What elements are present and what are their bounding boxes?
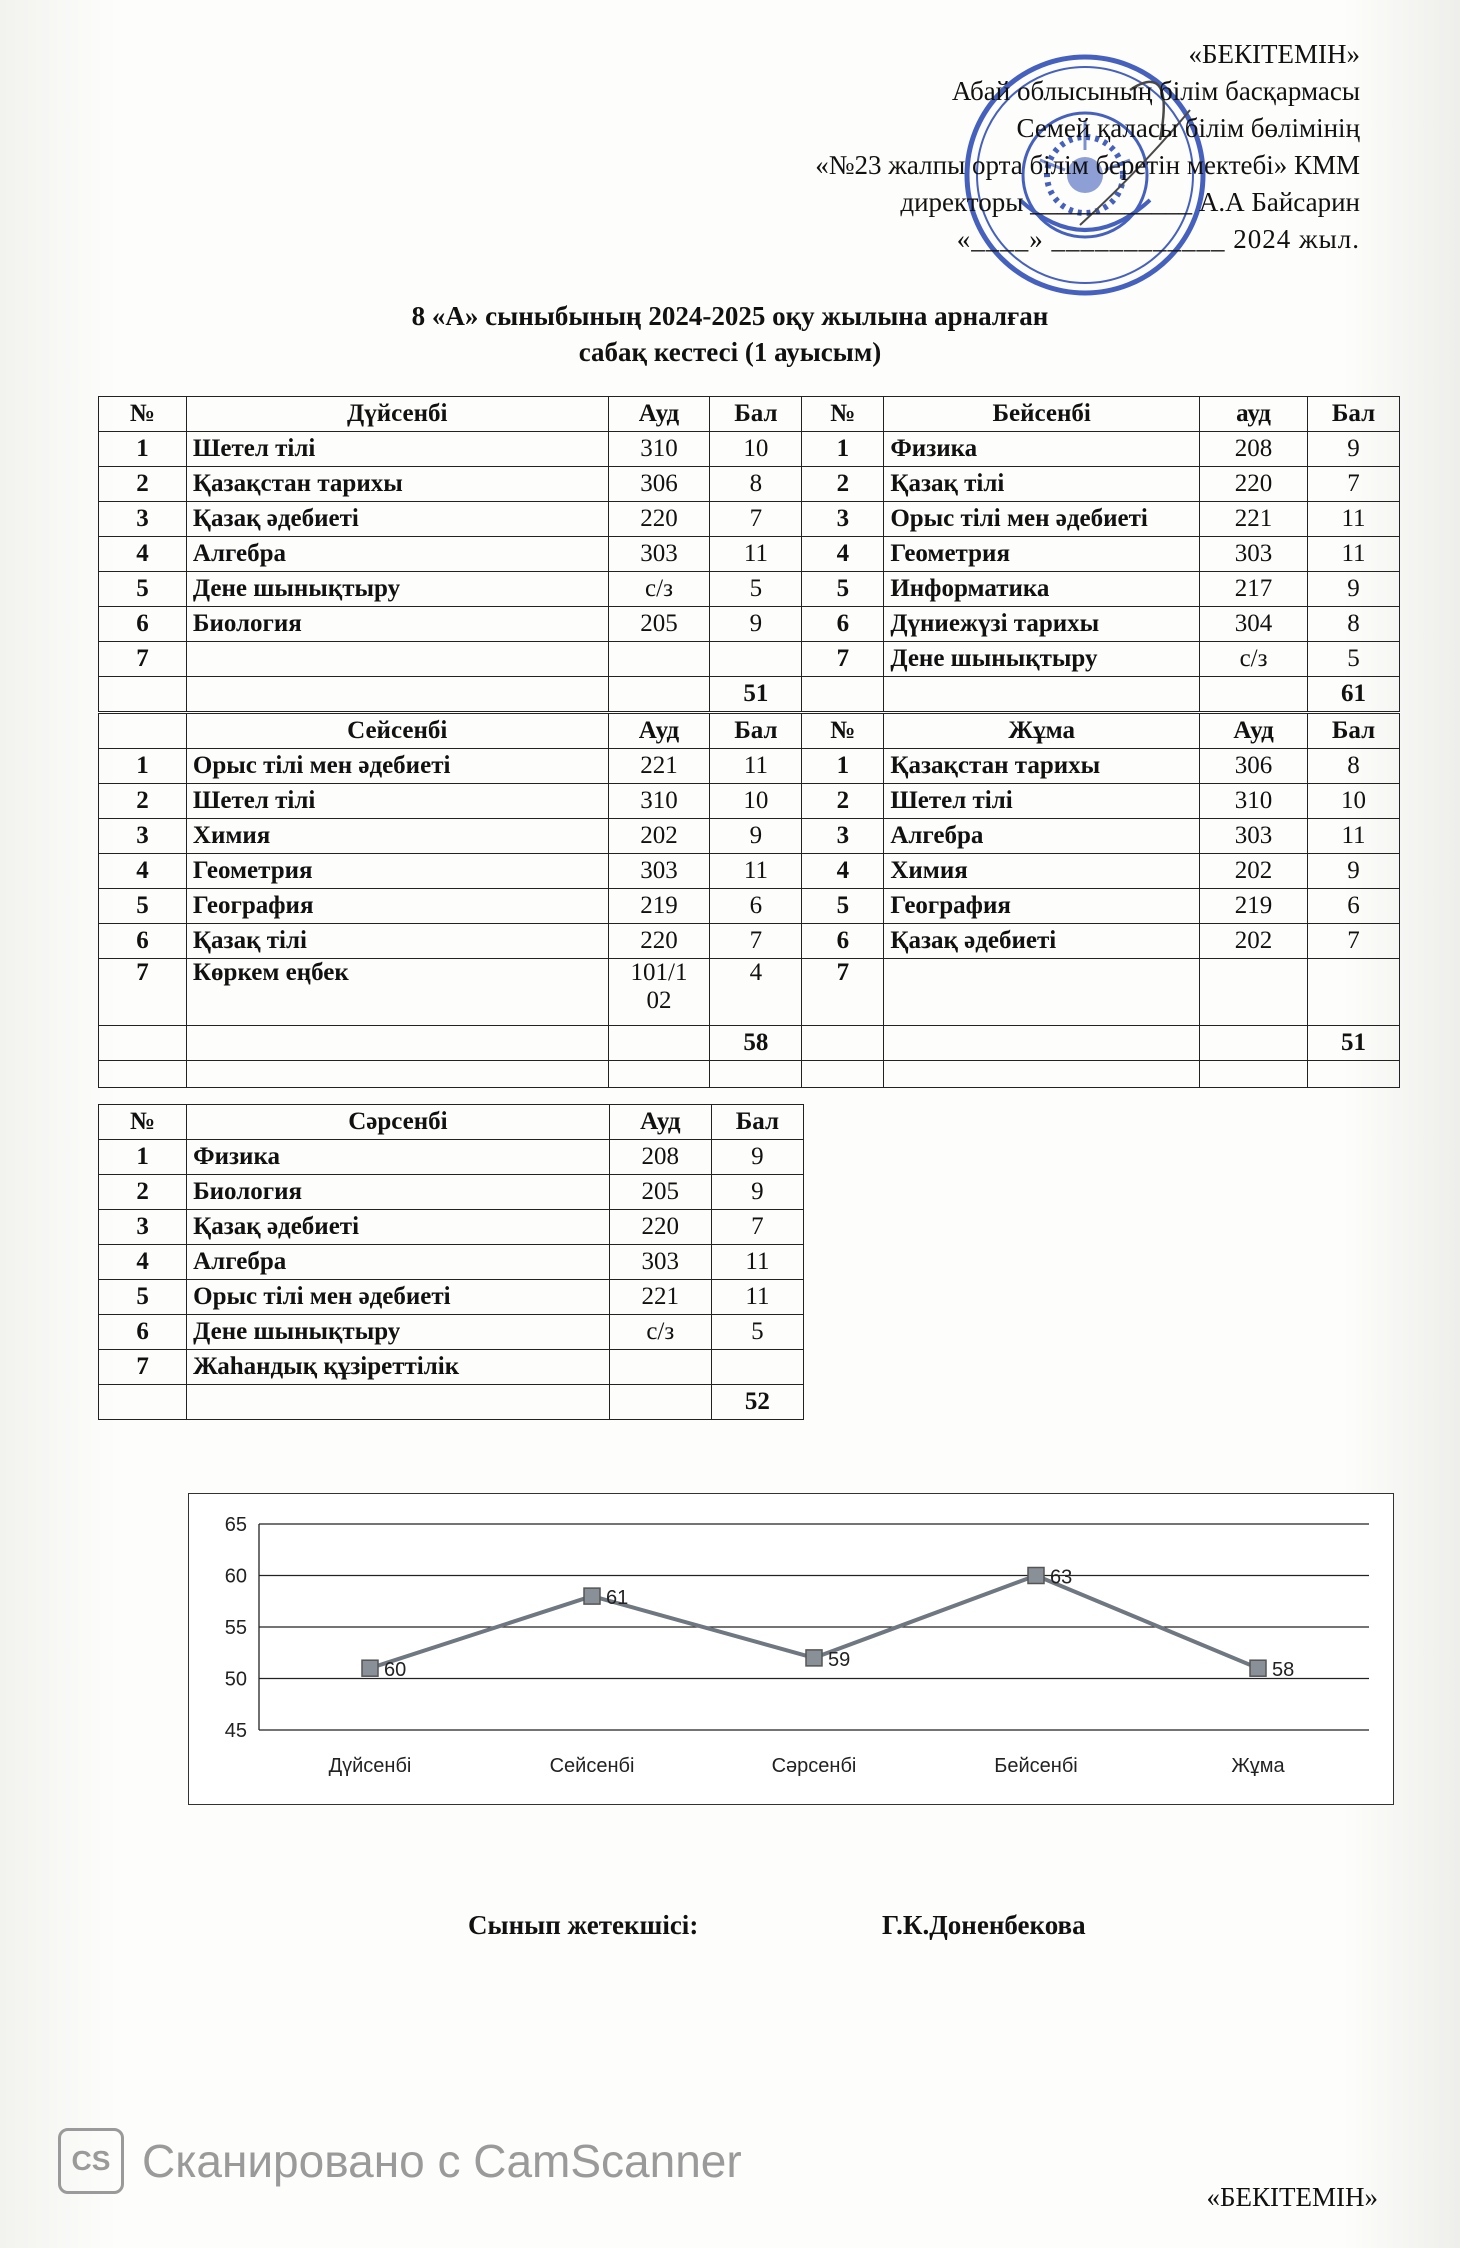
table-cell: 6 (710, 889, 802, 924)
table-row (99, 1315, 804, 1350)
table-cell: 5 (99, 1280, 187, 1315)
table-cell: 7 (802, 642, 884, 677)
header-cell: Бал (1308, 714, 1400, 749)
y-tick-label: 55 (224, 1617, 247, 1639)
table-cell: Шетел тілі (884, 784, 1200, 819)
title-line-2: сабақ кестесі (1 ауысым) (578, 337, 882, 367)
header-cell: Сейсенбі (186, 714, 608, 749)
table-cell: 9 (1308, 572, 1400, 607)
table-cell: 3 (802, 502, 884, 537)
table-cell: 7 (710, 924, 802, 959)
table-cell: География (186, 889, 608, 924)
table-cell: 11 (1308, 502, 1400, 537)
data-label: 60 (384, 1659, 407, 1682)
table-cell: Орыс тілі мен әдебиеті (884, 502, 1200, 537)
table-cell: Дүниежүзі тарихы (884, 607, 1200, 642)
table-cell: 1 (99, 749, 187, 784)
table-cell: 10 (710, 432, 802, 467)
table-row (99, 1280, 804, 1315)
y-tick-label: 60 (224, 1565, 247, 1588)
empty-cell (99, 677, 187, 712)
table-row (99, 467, 1400, 502)
total-cell: 51 (1308, 1026, 1400, 1061)
data-label: 58 (1272, 1659, 1295, 1682)
data-point (806, 1650, 822, 1666)
table-cell: 3 (99, 502, 187, 537)
table-cell: 208 (609, 1140, 711, 1175)
table-cell: Физика (884, 432, 1200, 467)
table-row (99, 959, 1400, 1026)
table-row (99, 572, 1400, 607)
empty-cell (802, 1026, 884, 1061)
empty-cell (186, 677, 608, 712)
empty-cell (802, 1061, 884, 1088)
table-cell: Геометрия (186, 854, 608, 889)
title-line-1: 8 «А» сыныбының 2024-2025 оқу жылына арналған (411, 301, 1049, 331)
table-cell: Жаһандық құзіреттілік (187, 1350, 610, 1385)
table-cell: 11 (710, 854, 802, 889)
empty-cell (1308, 1061, 1400, 1088)
table-cell: с/з (609, 1315, 711, 1350)
table-cell: 11 (711, 1245, 803, 1280)
table-cell: Орыс тілі мен әдебиеті (187, 1280, 610, 1315)
table-cell: 5 (99, 572, 187, 607)
table-cell: 1 (99, 432, 187, 467)
table-cell: 7 (1308, 924, 1400, 959)
table-cell: 11 (1308, 537, 1400, 572)
table-cell: 8 (1308, 607, 1400, 642)
data-point (1028, 1568, 1044, 1584)
header-cell: № (99, 397, 187, 432)
table-cell: 221 (1200, 502, 1308, 537)
table-cell: 202 (608, 819, 710, 854)
table-cell: 303 (1200, 537, 1308, 572)
signature-label: Сынып жетекшісі: (468, 1910, 699, 1940)
data-point (362, 1660, 378, 1676)
header-cell: ауд (1200, 397, 1308, 432)
empty-cell (710, 1061, 802, 1088)
table-cell: Қазақ әдебиеті (187, 1210, 610, 1245)
x-tick-label: Дүйсенбі (328, 1755, 412, 1777)
schedule-table-mon-thu (98, 396, 1400, 712)
camscanner-logo-icon: CS (58, 2128, 124, 2194)
table-cell: Шетел тілі (186, 432, 608, 467)
table-cell: Биология (187, 1175, 610, 1210)
table-cell: 9 (1308, 432, 1400, 467)
table-cell: Дене шынықтыру (186, 572, 608, 607)
table-cell: 11 (710, 537, 802, 572)
y-tick-label: 45 (224, 1720, 247, 1742)
table-cell (711, 1350, 803, 1385)
table-cell: 2 (802, 467, 884, 502)
table-row (99, 1210, 804, 1245)
table-cell: 101/1 02 (608, 959, 710, 1026)
total-cell: 51 (710, 677, 802, 712)
table-cell: 4 (99, 1245, 187, 1280)
table-cell: 7 (802, 959, 884, 1026)
approval-line-2: Семей қаласы білім бөлімінің (1016, 113, 1360, 143)
table-cell (1308, 959, 1400, 1026)
table-cell (609, 1350, 711, 1385)
table-header-row (99, 714, 1400, 749)
table-cell: Дене шынықтыру (187, 1315, 610, 1350)
table-cell: 310 (1200, 784, 1308, 819)
table-cell: 7 (99, 1350, 187, 1385)
table-row (99, 642, 1400, 677)
table-cell: 9 (711, 1140, 803, 1175)
table-row (99, 1245, 804, 1280)
document-title (0, 298, 1460, 370)
table-cell (608, 642, 710, 677)
table-cell: 4 (710, 959, 802, 1026)
table-cell: 11 (710, 749, 802, 784)
data-label: 59 (828, 1648, 851, 1671)
table-cell: Физика (187, 1140, 610, 1175)
line-chart (189, 1494, 1393, 1804)
header-cell: Сәрсенбі (187, 1105, 610, 1140)
empty-cell (186, 1026, 608, 1061)
chart-container (188, 1493, 1394, 1805)
table-cell: 4 (99, 854, 187, 889)
total-row (99, 1026, 1400, 1061)
empty-cell (1200, 1026, 1308, 1061)
table-cell: 208 (1200, 432, 1308, 467)
approval-line-4: директоры ____________ А.А Байсарин (900, 187, 1360, 217)
table-row (99, 854, 1400, 889)
table-cell: Шетел тілі (186, 784, 608, 819)
table-cell: Көркем еңбек (186, 959, 608, 1026)
schedule-table-tue-fri (98, 713, 1400, 1088)
empty-cell (608, 677, 710, 712)
table-cell: Қазақстан тарихы (186, 467, 608, 502)
table-cell (884, 959, 1200, 1026)
table-header-row (99, 1105, 804, 1140)
empty-cell (187, 1385, 610, 1420)
x-tick-label: Сейсенбі (549, 1755, 635, 1777)
table-cell: 11 (1308, 819, 1400, 854)
header-cell: № (802, 397, 884, 432)
empty-cell (884, 1061, 1200, 1088)
table-cell: Дене шынықтыру (884, 642, 1200, 677)
table-row (99, 607, 1400, 642)
table-row (99, 1175, 804, 1210)
table-cell: 219 (1200, 889, 1308, 924)
table-cell: 202 (1200, 924, 1308, 959)
header-cell: Бал (710, 397, 802, 432)
empty-cell (609, 1385, 711, 1420)
table-cell: 5 (1308, 642, 1400, 677)
empty-cell (802, 677, 884, 712)
empty-cell (99, 714, 187, 749)
table-cell: 1 (99, 1140, 187, 1175)
table-cell: 205 (608, 607, 710, 642)
table-header-row (99, 397, 1400, 432)
table-cell: с/з (1200, 642, 1308, 677)
header-cell: № (802, 714, 884, 749)
table-cell: 3 (99, 819, 187, 854)
table-cell: 220 (608, 502, 710, 537)
table-cell: 3 (99, 1210, 187, 1245)
total-cell: 61 (1308, 677, 1400, 712)
table-cell: 306 (1200, 749, 1308, 784)
empty-cell (1200, 1061, 1308, 1088)
table-cell: 6 (802, 924, 884, 959)
footer-approval: «БЕКІТЕМІН» (1206, 2182, 1378, 2212)
approval-date-line: «____» ____________ 2024 жыл. (956, 224, 1360, 254)
table-cell: 9 (710, 819, 802, 854)
header-cell: Жұма (884, 714, 1200, 749)
table-cell: 7 (99, 642, 187, 677)
table-cell: с/з (608, 572, 710, 607)
x-tick-label: Жұма (1231, 1755, 1285, 1777)
empty-cell (99, 1385, 187, 1420)
total-cell: 52 (711, 1385, 803, 1420)
table-cell: 4 (99, 537, 187, 572)
table-cell: Қазақ әдебиеті (186, 502, 608, 537)
table-cell: 6 (99, 1315, 187, 1350)
header-cell: Бейсенбі (884, 397, 1200, 432)
approval-title: «БЕКІТЕМІН» (1188, 39, 1360, 69)
table-cell: 310 (608, 432, 710, 467)
table-cell: 10 (1308, 784, 1400, 819)
table-cell: Геометрия (884, 537, 1200, 572)
table-cell: 202 (1200, 854, 1308, 889)
table-cell: 1 (802, 749, 884, 784)
table-cell: 310 (608, 784, 710, 819)
table-cell: 5 (711, 1315, 803, 1350)
table-cell: 217 (1200, 572, 1308, 607)
empty-cell (608, 1061, 710, 1088)
table-cell: 3 (802, 819, 884, 854)
header-cell: Ауд (608, 714, 710, 749)
table-cell: 9 (711, 1175, 803, 1210)
y-tick-label: 50 (224, 1668, 247, 1691)
data-label: 63 (1050, 1566, 1073, 1589)
table-cell: 7 (711, 1210, 803, 1245)
table-cell: 5 (802, 889, 884, 924)
table-cell: Алгебра (186, 537, 608, 572)
table-cell: 7 (710, 502, 802, 537)
table-cell: 220 (1200, 467, 1308, 502)
empty-cell (99, 1026, 187, 1061)
table-cell: 9 (710, 607, 802, 642)
table-cell (710, 642, 802, 677)
table-row (99, 432, 1400, 467)
total-row (99, 1385, 804, 1420)
table-cell: 5 (99, 889, 187, 924)
empty-row (99, 1061, 1400, 1088)
table-cell: 7 (99, 959, 187, 1026)
empty-cell (884, 1026, 1200, 1061)
table-cell: 2 (99, 1175, 187, 1210)
table-cell: 220 (609, 1210, 711, 1245)
table-cell: Алгебра (884, 819, 1200, 854)
header-cell: Бал (711, 1105, 803, 1140)
table-cell: 2 (802, 784, 884, 819)
data-point (1250, 1660, 1266, 1676)
empty-cell (1200, 677, 1308, 712)
x-tick-label: Бейсенбі (994, 1755, 1078, 1777)
table-cell: 220 (608, 924, 710, 959)
header-cell: Дүйсенбі (186, 397, 608, 432)
table-cell: 8 (710, 467, 802, 502)
x-tick-label: Сәрсенбі (771, 1755, 857, 1777)
table-row (99, 924, 1400, 959)
empty-cell (608, 1026, 710, 1061)
table-cell: 4 (802, 854, 884, 889)
table-cell: 9 (1308, 854, 1400, 889)
table-cell: География (884, 889, 1200, 924)
table-row (99, 889, 1400, 924)
table-cell (186, 642, 608, 677)
table-cell: Орыс тілі мен әдебиеті (186, 749, 608, 784)
table-cell: Информатика (884, 572, 1200, 607)
empty-cell (884, 677, 1200, 712)
table-cell: 303 (609, 1245, 711, 1280)
table-cell (1200, 959, 1308, 1026)
table-cell: 6 (99, 607, 187, 642)
table-cell: 303 (608, 537, 710, 572)
table-cell: Қазақ тілі (186, 924, 608, 959)
header-cell: Бал (710, 714, 802, 749)
table-cell: 11 (711, 1280, 803, 1315)
empty-cell (186, 1061, 608, 1088)
table-cell: 6 (1308, 889, 1400, 924)
table-cell: Қазақ әдебиеті (884, 924, 1200, 959)
table-cell: 5 (710, 572, 802, 607)
table-cell: 303 (608, 854, 710, 889)
schedule-table-wed (98, 1104, 804, 1420)
table-cell: Қазақ тілі (884, 467, 1200, 502)
table-cell: 5 (802, 572, 884, 607)
table-cell: 221 (608, 749, 710, 784)
total-cell: 58 (710, 1026, 802, 1061)
header-cell: Ауд (609, 1105, 711, 1140)
table-row (99, 502, 1400, 537)
watermark-text: Сканировано с CamScanner (142, 2135, 742, 2187)
table-cell: 205 (609, 1175, 711, 1210)
table-cell: Химия (884, 854, 1200, 889)
table-cell: 303 (1200, 819, 1308, 854)
table-cell: 2 (99, 784, 187, 819)
table-cell: Биология (186, 607, 608, 642)
header-cell: Ауд (608, 397, 710, 432)
table-cell: 8 (1308, 749, 1400, 784)
header-cell: Бал (1308, 397, 1400, 432)
y-tick-label: 65 (224, 1514, 247, 1536)
table-cell: 2 (99, 467, 187, 502)
table-cell: 306 (608, 467, 710, 502)
table-cell: 4 (802, 537, 884, 572)
table-row (99, 749, 1400, 784)
table-cell: 10 (710, 784, 802, 819)
table-cell: Алгебра (187, 1245, 610, 1280)
table-row (99, 1140, 804, 1175)
empty-cell (99, 1061, 187, 1088)
table-row (99, 784, 1400, 819)
camscanner-watermark (58, 2128, 742, 2194)
data-point (584, 1588, 600, 1604)
table-row (99, 537, 1400, 572)
data-label: 61 (606, 1587, 629, 1610)
table-cell: 221 (609, 1280, 711, 1315)
table-cell: Химия (186, 819, 608, 854)
table-row (99, 1350, 804, 1385)
approval-line-3: «№23 жалпы орта білім беретін мектебі» КММ (815, 150, 1360, 180)
table-cell: 7 (1308, 467, 1400, 502)
table-cell: 6 (99, 924, 187, 959)
total-row (99, 677, 1400, 712)
approval-block (815, 36, 1360, 258)
signature-name: Г.К.Доненбекова (882, 1910, 1086, 1940)
header-cell: № (99, 1105, 187, 1140)
table-row (99, 819, 1400, 854)
table-cell: 1 (802, 432, 884, 467)
header-cell: Ауд (1200, 714, 1308, 749)
table-cell: 6 (802, 607, 884, 642)
approval-line-1: Абай облысының білім басқармасы (951, 76, 1360, 106)
table-cell: 304 (1200, 607, 1308, 642)
table-cell: 219 (608, 889, 710, 924)
table-cell: Қазақстан тарихы (884, 749, 1200, 784)
